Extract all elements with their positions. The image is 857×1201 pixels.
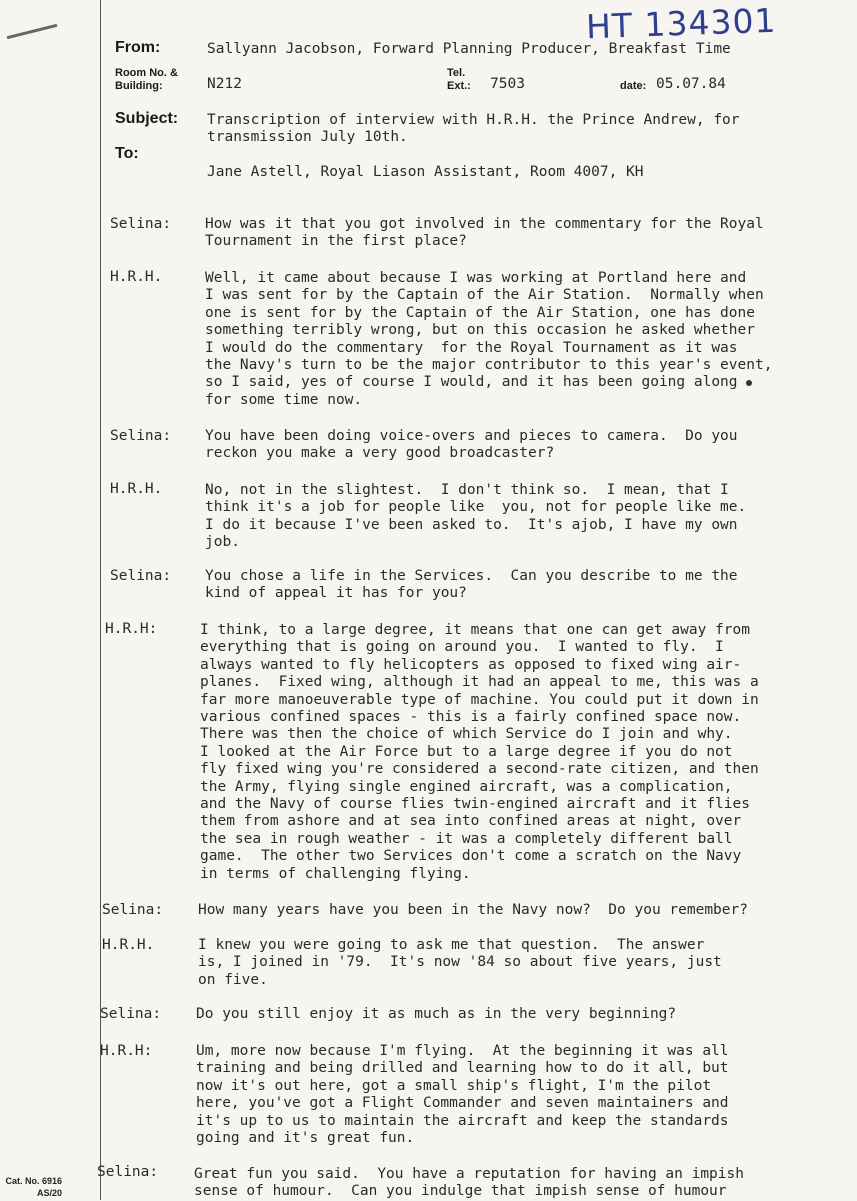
speaker-label: H.R.H. bbox=[110, 481, 163, 497]
from-value: Sallyann Jacobson, Forward Planning Producer, Breakfast Time bbox=[207, 41, 731, 57]
catalogue-number: Cat. No. 6916 AS/20 bbox=[5, 1176, 62, 1198]
to-label: To: bbox=[115, 145, 139, 162]
speaker-label: Selina: bbox=[102, 902, 164, 918]
speaker-label: Selina: bbox=[110, 568, 172, 584]
transcript-text: You have been doing voice-overs and pieces to camera. Do you reckon you make a very good broadcaster? bbox=[205, 428, 738, 462]
speaker-label: Selina: bbox=[110, 428, 172, 444]
speaker-label: H.R.H: bbox=[100, 1043, 153, 1059]
transcript-text: No, not in the slightest. I don't think so. I mean, that I think it's a job for people like you, not for people like me. I do it because I've been asked to. It's ajob, I have my own job. bbox=[205, 482, 747, 551]
tel-value: 7503 bbox=[490, 76, 525, 92]
transcript-text: Great fun you said. You have a reputation for having an impish sense of humour. Can you indulge that impish sense of humour bbox=[194, 1166, 744, 1200]
to-value: Jane Astell, Royal Liason Assistant, Room 4007, KH bbox=[207, 164, 644, 180]
from-label: From: bbox=[115, 39, 161, 56]
ink-dot bbox=[746, 380, 752, 386]
transcript-text: You chose a life in the Services. Can you describe to me the kind of appeal it has for you? bbox=[205, 568, 738, 602]
transcript-text: Um, more now because I'm flying. At the beginning it was all training and being drilled and learning how to do it all, but now it's out here, got a small ship's flight, I'm the pilot here, you've got a Flight Commander and seven maintainers and it's up to us to maintain the aircraft and keep the standards going and it's great fun. bbox=[196, 1043, 729, 1147]
room-value: N212 bbox=[207, 76, 242, 92]
speaker-label: H.R.H: bbox=[105, 621, 158, 637]
transcript-text: I think, to a large degree, it means that one can get away from everything that is going on around you. I wanted to fly. I always wanted to fly helicopters as opposed to fixed wing air- planes. Fixed wing, although it had an appeal to me, this was a far more manoeuverable type of machine. You could put it down in various confined spaces - this is a fairly confined space now. There was then the choice of which Service do I join and why. I looked at the Air Force but to a large degree if you do not fly fixed wing you're considered a second-rate citizen, and then the Army, flying single engined aircraft, was a complication, and the Navy of course flies twin-engined aircraft and it flies them from ashore and at sea into confined areas at night, over the sea in rough weather - it was a completely different ball game. The other two Services don't come a scratch on the Navy in terms of challenging flying. bbox=[200, 622, 759, 882]
speaker-label: Selina: bbox=[100, 1006, 162, 1022]
speaker-label: H.R.H. bbox=[102, 937, 155, 953]
date-label: date: bbox=[620, 80, 647, 92]
transcript-text: Well, it came about because I was working at Portland here and I was sent for by the Captain of the Air Station. Normally when one is sent for by the Captain of the Air Station, one has done something terribly wrong, but on this occasion he asked whether I would do the commentary for the Royal Tournament as it was the Navy's turn to be the major contributor to this year's event, so I said, yes of course I would, and it has been going along for some time now. bbox=[205, 270, 773, 408]
speaker-label: Selina: bbox=[110, 216, 172, 232]
transcript-text: Do you still enjoy it as much as in the very beginning? bbox=[196, 1006, 677, 1022]
pen-mark bbox=[6, 24, 57, 39]
room-label: Room No. & Building: bbox=[115, 67, 178, 92]
subject-label: Subject: bbox=[115, 110, 179, 127]
transcript-text: I knew you were going to ask me that question. The answer is, I joined in '79. It's now '84 so about five years, just on five. bbox=[198, 937, 722, 988]
transcript-text: How many years have you been in the Navy now? Do you remember? bbox=[198, 902, 748, 918]
transcript-text: How was it that you got involved in the commentary for the Royal Tournament in the first place? bbox=[205, 216, 764, 250]
tel-label: Tel. Ext.: bbox=[447, 67, 471, 92]
subject-value: Transcription of interview with H.R.H. the Prince Andrew, for transmission July 10th. bbox=[207, 112, 740, 146]
date-value: 05.07.84 bbox=[656, 76, 726, 92]
speaker-label: H.R.H. bbox=[110, 269, 163, 285]
handwritten-reference: HT 134301 bbox=[585, 0, 778, 47]
speaker-label: Selina: bbox=[97, 1164, 159, 1180]
